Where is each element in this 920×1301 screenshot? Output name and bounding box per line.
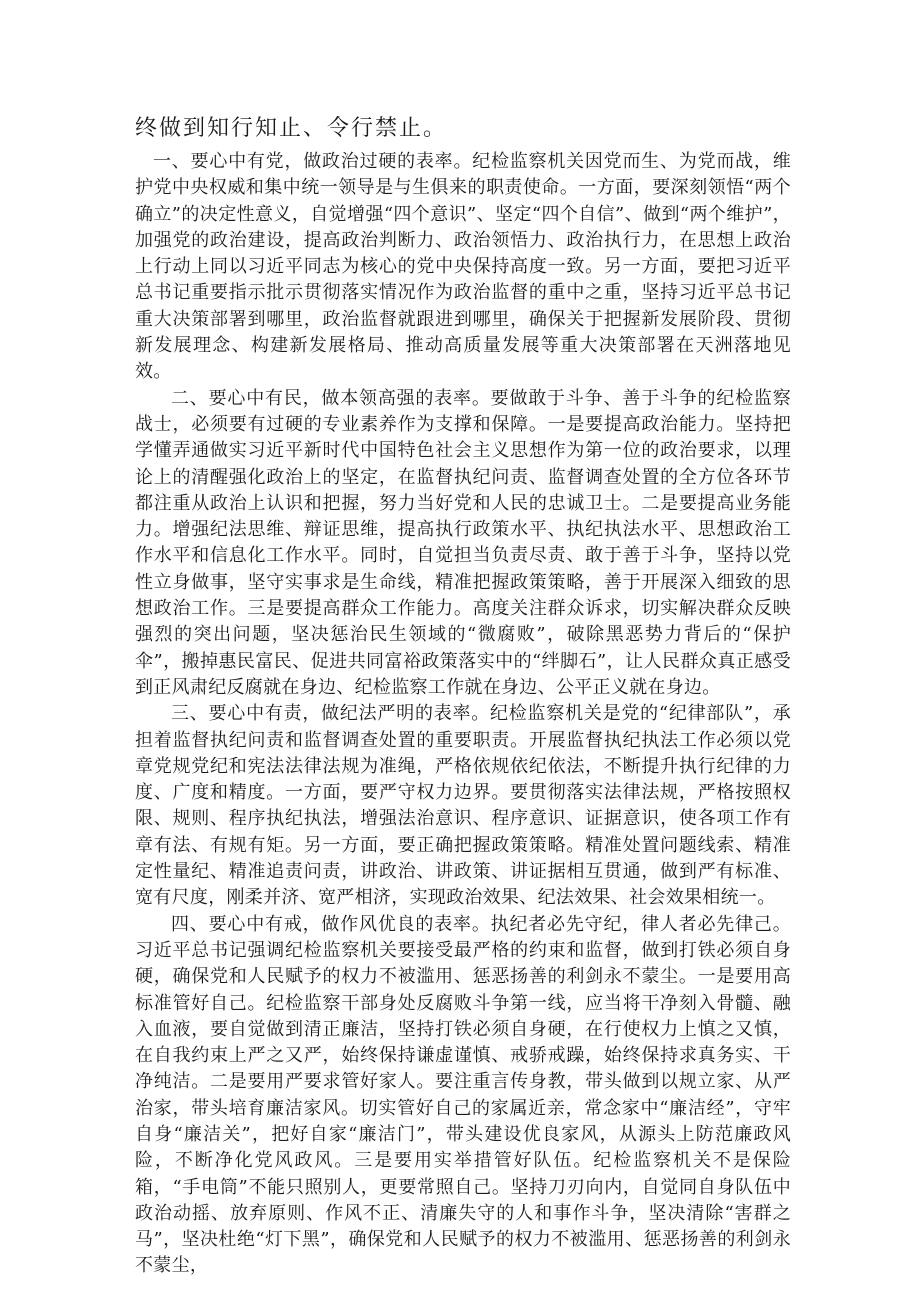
document-body [135,114,791,1280]
paragraph-people: 二、要心中有民，做本领高强的表率。要做敢于斗争、善于斗争的纪检监察战士，必须要有过硬的专业素养作为支撑和保障。一是要提高政治能力。坚持把学懂弄通做实习近平新时代中国特色社会主义思想作为第一位的政治要求，以理论上的清醒强化政治上的坚定，在监督执纪问责、监督调查处置的全方位各环节都注重从政治上认识和把握，努力当好党和人民的忠诚卫士。二是要提高业务能力。增强纪法思维、辩证思维，提高执行政策水平、执纪执法水平、思想政治工作水平和信息化工作水平。同时，自觉担当负责尽责、敢于善于斗争，坚持以党性立身做事，坚守实事求是生命线，精准把握政策策略，善于开展深入细致的思想政治工作。三是要提高群众工作能力。高度关注群众诉求，切实解决群众反映强烈的突出问题，坚决惩治民生领域的“微腐败”，破除黑恶势力背后的“保护伞”，搬掉惠民富民、促进共同富裕政策落实中的“绊脚石”，让人民群众真正感受到正风肃纪反腐就在身边、纪检监察工作就在身边、公平正义就在身边。 [135,387,791,698]
paragraph-responsibility: 三、要心中有责，做纪法严明的表率。纪检监察机关是党的“纪律部队”，承担着监督执纪问责和监督调查处置的重要职责。开展监督执纪执法工作必须以党章党规党纪和宪法法律法规为准绳，严格依规依纪依法，不断提升执行纪律的力度、广度和精度。一方面，要严守权力边界。要贯彻落实法律法规，严格按照权限、规则、程序执纪执法，增强法治意识、程序意识、证据意识，使各项工作有章有法、有规有矩。另一方面，要正确把握政策策略。精准处置问题线索、精准定性量纪、精准追责问责，讲政治、讲政策、讲证据相互贯通，做到严有标准、宽有尺度，刚柔并济、宽严相济，实现政治效果、纪法效果、社会效果相统一。 [135,703,791,909]
paragraph-party: 一、要心中有党，做政治过硬的表率。纪检监察机关因党而生、为党而战，维护党中央权威和集中统一领导是与生俱来的职责使命。一方面，要深刻领悟“两个确立”的决定性意义，自觉增强“四个意识”、坚定“四个自信”、做到“两个维护”，加强党的政治建设，提高政治判断力、政治领悟力、政治执行力，在思想上政治上行动上同以习近平同志为核心的党中央保持高度一致。另一方面，要把习近平总书记重要指示批示贯彻落实情况作为政治监督的重中之重，坚持习近平总书记重大决策部署到哪里，政治监督就跟进到哪里，确保关于把握新发展阶段、贯彻新发展理念、构建新发展格局、推动高质量发展等重大决策部署在天洲落地见效。 [135,151,791,383]
paragraph-discipline: 四、要心中有戒，做作风优良的表率。执纪者必先守纪，律人者必先律己。习近平总书记强调纪检监察机关要接受最严格的约束和监督，做到打铁必须自身硬，确保党和人民赋予的权力不被滥用、惩恶扬善的利剑永不蒙尘。一是要用高标准管好自己。纪检监察干部身处反腐败斗争第一线，应当将干净刻入骨髓、融入血液，要自觉做到清正廉洁，坚持打铁必须自身硬，在行使权力上慎之又慎，在自我约束上严之又严，始终保持谦虚谨慎、戒骄戒躁，始终保持求真务实、干净纯洁。二是要用严要求管好家人。要注重言传身教，带头做到以规立家、从严治家，带头培育廉洁家风。切实管好自己的家属近亲，常念家中“廉洁经”，守牢自身“廉洁关”，把好自家“廉洁门”，带头建设优良家风，从源头上防范廉政风险，不断净化党风政风。三是要用实举措管好队伍。纪检监察机关不是保险箱，“手电筒”不能只照别人，更要常照自己。坚持刀刃向内，自觉同自身队伍中政治动摇、放弃原则、作风不正、清廉失守的人和事作斗争，坚决清除“害群之马”，坚决杜绝“灯下黑”，确保党和人民赋予的权力不被滥用、惩恶扬善的利剑永不蒙尘， [135,913,791,1277]
lead-line: 终做到知行知止、令行禁止。 [135,116,448,141]
